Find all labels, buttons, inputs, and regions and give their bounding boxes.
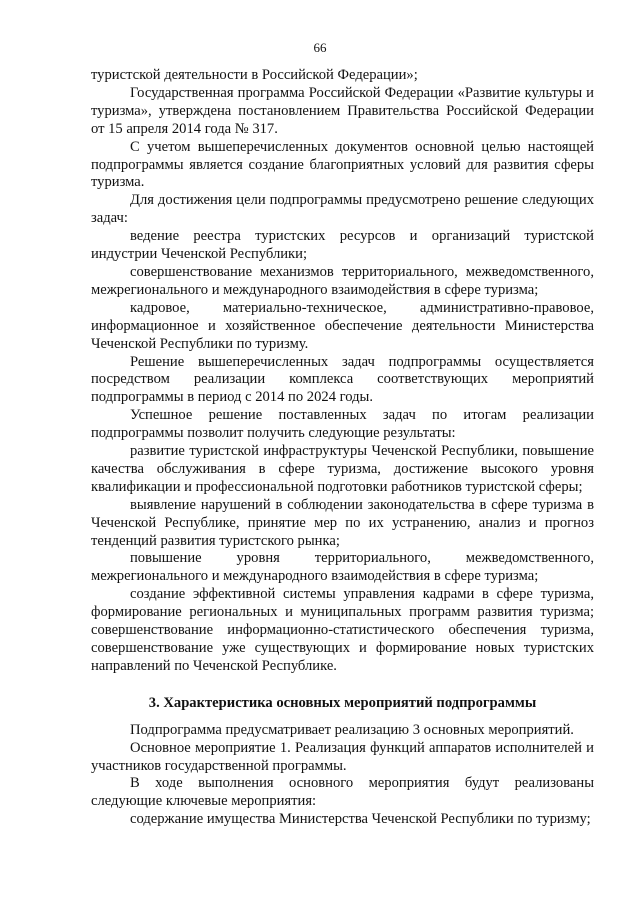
list-item-task: кадровое, материально-техническое, административно-правовое, информационное и хозяйственное обеспечение деятельности Министерства Чеченской Республики по туризму.	[91, 299, 594, 352]
list-item-result: выявление нарушений в соблюдении законодательства в сфере туризма в Чеченской Республике, принятие мер по их устранению, анализ и прогноз тенденций развития туристского рынка;	[91, 496, 594, 549]
paragraph-continuation: туристской деятельности в Российской Федерации»;	[91, 67, 418, 83]
paragraph: Решение вышеперечисленных задач подпрограммы осуществляется посредством реализации комплекса соответствующих мероприятий подпрограммы в период с 2014 по 2024 годы.	[91, 353, 594, 406]
paragraph: Успешное решение поставленных задач по итогам реализации подпрограммы позволит получить следующие результаты:	[91, 407, 594, 442]
paragraph: Для достижения цели подпрограммы предусмотрено решение следующих задач:	[91, 192, 594, 227]
list-item-result: развитие туристской инфраструктуры Чеченской Республики, повышение качества обслуживания в сфере туризма, достижение высокого уровня квалификации и профессиональной подготовки работников туристской сферы;	[91, 443, 594, 495]
paragraph: Подпрограмма предусматривает реализацию 3 основных мероприятий.	[130, 721, 574, 738]
document-body	[91, 67, 594, 829]
list-item-activity: содержание имущества Министерства Чеченской Республики по туризму;	[130, 811, 591, 828]
paragraph: В ходе выполнения основного мероприятия будут реализованы следующие ключевые мероприятия:	[91, 775, 594, 810]
section-heading: 3. Характеристика основных мероприятий подпрограммы	[148, 694, 537, 711]
paragraph: С учетом вышеперечисленных документов основной целью настоящей подпрограммы является создание благоприятных условий для развития сферы туризма.	[91, 138, 594, 191]
paragraph: Государственная программа Российской Федерации «Развитие культуры и туризма», утверждена постановлением Правительства Российской Федерации от 15 апреля 2014 года № 317.	[91, 84, 594, 137]
list-item-task: совершенствование механизмов территориального, межведомственного, межрегионального и международного взаимодействия в сфере туризма;	[91, 263, 594, 298]
list-item-task: ведение реестра туристских ресурсов и организаций туристской индустрии Чеченской Республики;	[91, 228, 594, 263]
list-item-result: повышение уровня территориального, межведомственного, межрегионального и международного взаимодействия в сфере туризма;	[91, 550, 594, 585]
paragraph: Основное мероприятие 1. Реализация функций аппаратов исполнителей и участников государственной программы.	[91, 739, 594, 774]
page-number: 66	[313, 40, 327, 55]
list-item-result: создание эффективной системы управления кадрами в сфере туризма, формирование региональных и муниципальных программ развития туризма; совершенствование информационно-статистического обеспечения туризма, совершенствование уже существующих и формирование новых туристских направлений по Чеченской Республике.	[91, 586, 594, 674]
